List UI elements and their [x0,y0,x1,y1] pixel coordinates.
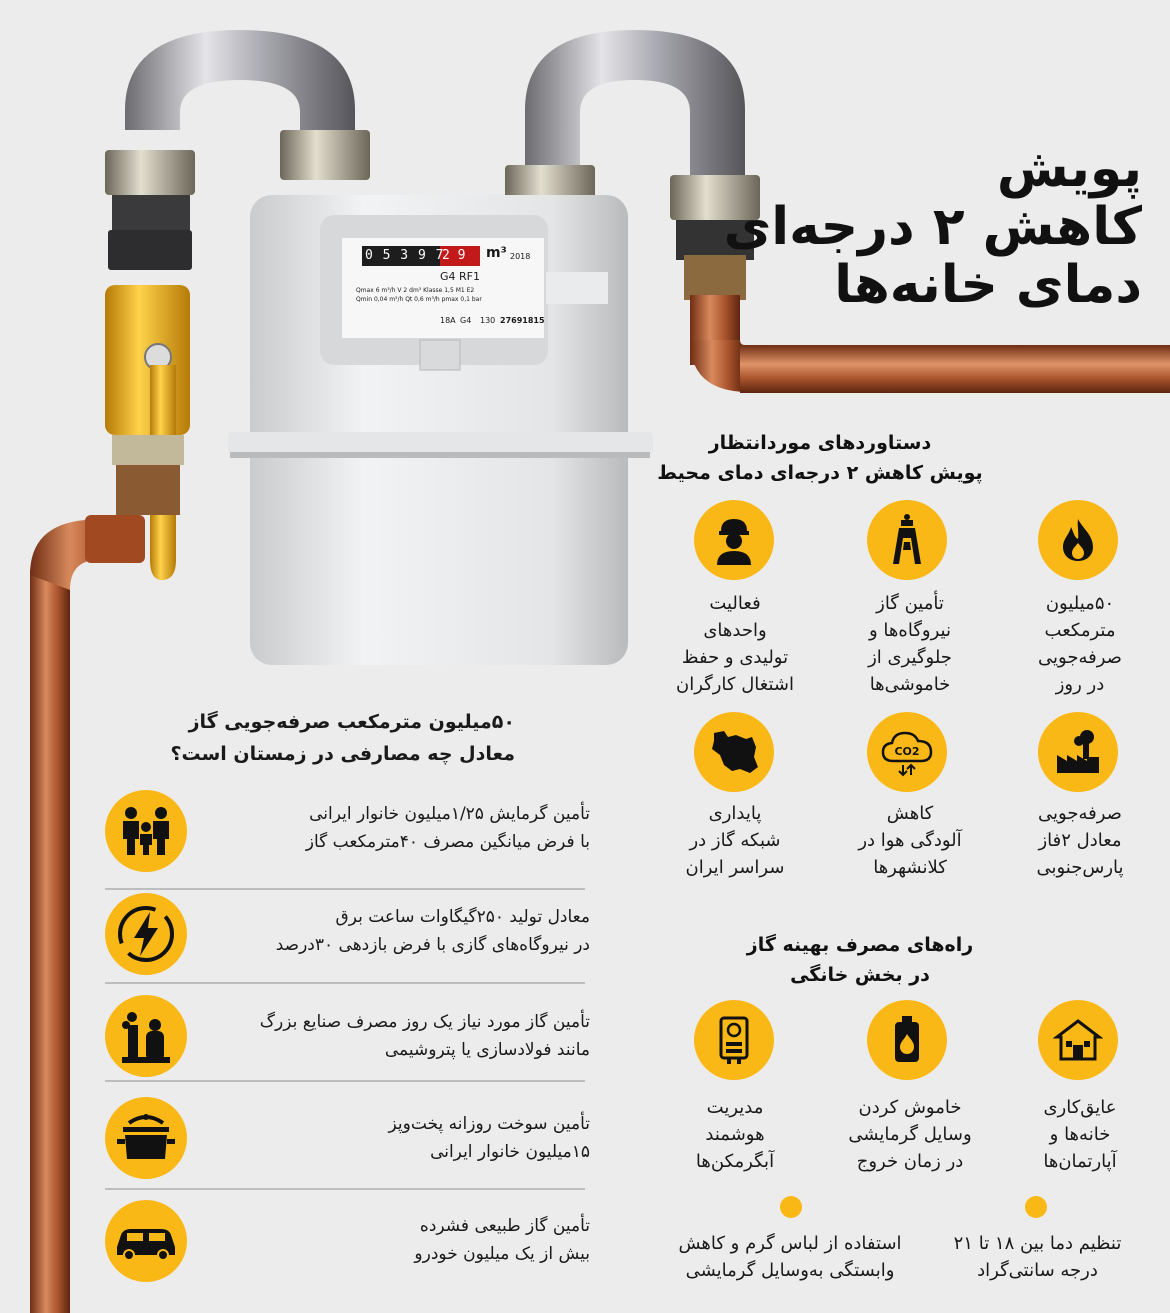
equivalent-row-5-text [200,1212,590,1268]
optimal-heading-line-1: راه‌های مصرف بهینه گاز [746,934,974,956]
achievement-5-line-2: آلودگی هوا در [858,830,962,851]
equivalent-row-3-line-2: مانند فولادسازی یا پتروشیمی [384,1040,590,1060]
gas-rig-icon [867,500,947,580]
title-line-3: دمای خانه‌ها [834,255,1142,315]
flame-icon [1038,500,1118,580]
heater-icon [867,1000,947,1080]
meter-specs-2: Qmin 0,04 m³/h Qt 0,6 m³/h pmax 0,1 bar [356,296,482,303]
equivalent-row-3-line-1: تأمین گاز مورد نیاز یک روز مصرف صنایع بزرگ [259,1012,590,1032]
equivalents-heading [95,706,515,770]
cars-icon [105,1200,187,1282]
achievement-3-caption [660,590,810,698]
equivalent-row-2-text [200,903,590,959]
achievement-2-line-1: تأمین گاز [876,593,944,614]
family-icon [105,790,187,872]
optimal-1-caption [1005,1094,1155,1175]
achievement-3-line-1: فعالیت [709,593,761,614]
equivalent-divider-3 [105,1080,585,1082]
meter-reading: 0 5 3 9 7 [365,248,445,263]
equivalent-row-5-line-1: تأمین گاز طبیعی فشرده [419,1216,590,1236]
equivalent-row-1-text [200,800,590,856]
achievement-5-caption [835,800,985,881]
meter-bottom-right: 130 [480,316,496,325]
optimal-heading-line-2: در بخش خانگی [790,964,930,986]
optimal-2-line-3: در زمان خروج [856,1151,964,1172]
achievement-5-line-1: کاهش [886,803,934,824]
bullet-dot-2 [780,1196,802,1218]
achievement-2-line-4: خاموشی‌ها [869,674,951,695]
optimal-1-line-2: خانه‌ها و [1049,1124,1111,1145]
iran-map-icon [694,712,774,792]
industry-icon [105,995,187,1077]
achievement-1-caption [1005,590,1155,698]
meter-model: G4 RF1 [440,270,480,283]
achievement-4-line-1: صرفه‌جویی [1038,803,1122,824]
achievement-6-line-3: سراسر ایران [685,857,785,878]
co2-cloud-icon [867,712,947,792]
equivalent-row-1-line-1: تأمین گرمایش ۱/۲۵میلیون خانوار ایرانی [309,804,590,824]
optimal-bullet-2-line-1: استفاده از لباس گرم و کاهش [678,1233,902,1254]
achievement-2-line-2: نیروگاه‌ها و [869,620,951,641]
insulated-house-icon [1038,1000,1118,1080]
optimal-3-caption [660,1094,810,1175]
achievement-5-line-3: کلانشهرها [873,857,947,878]
optimal-heading [700,930,1020,990]
optimal-1-line-3: آپارتمان‌ها [1043,1151,1117,1172]
lightning-icon [105,893,187,975]
equivalent-divider-4 [105,1188,585,1190]
equivalent-row-2-line-2: در نیروگاه‌های گازی با فرض بازدهی ۳۰درصد [275,935,590,955]
equivalents-heading-line-1: ۵۰میلیون مترمکعب صرفه‌جویی گاز [188,711,515,733]
achievements-heading-line-1: دستاوردهای موردانتظار [708,432,932,454]
achievement-6-line-1: پایداری [708,803,762,824]
optimal-bullet-1 [940,1230,1135,1284]
meter-bottom-left: 18A [440,316,456,325]
bullet-dot-1 [1025,1196,1047,1218]
meter-serial: 27691815 [500,316,545,325]
achievement-2-line-3: جلوگیری از [868,647,952,668]
achievement-1-line-4: در روز [1055,674,1105,695]
worker-icon [694,500,774,580]
equivalent-row-4-text [200,1110,590,1166]
equivalent-row-3-text [200,1008,590,1064]
achievement-1-line-2: مترمکعب [1044,620,1116,641]
meter-unit: m³ [486,245,507,261]
svg-text:CO2: CO2 [894,745,920,758]
achievement-6-caption [660,800,810,881]
meter-year: 2018 [510,252,531,261]
optimal-3-line-3: آبگرمکن‌ها [695,1151,775,1172]
meter-reading-red: 2 9 [442,248,466,263]
optimal-3-line-2: هوشمند [705,1124,765,1145]
achievement-3-line-4: اشتغال کارگران [676,674,794,695]
equivalent-row-5-line-2: بیش از یک میلیون خودرو [414,1244,590,1264]
achievement-4-caption [1005,800,1155,881]
equivalent-row-4-line-2: ۱۵میلیون خانوار ایرانی [430,1142,590,1162]
optimal-bullet-2-line-2: وابستگی به‌وسایل گرمایشی [685,1260,895,1281]
optimal-2-caption [835,1094,985,1175]
achievement-6-line-2: شبکه گاز در [689,830,781,851]
achievement-2-caption [835,590,985,698]
optimal-2-line-2: وسایل گرمایشی [848,1124,972,1145]
equivalent-divider-2 [105,982,585,984]
optimal-bullet-1-line-1: تنظیم دما بین ۱۸ تا ۲۱ [953,1233,1122,1254]
cooking-pot-icon [105,1097,187,1179]
title-line-2: کاهش ۲ درجه‌ای [723,197,1142,257]
achievement-1-line-3: صرفه‌جویی [1038,647,1122,668]
optimal-1-line-1: عایق‌کاری [1043,1097,1117,1118]
achievements-heading [610,428,1030,488]
page-title [722,140,1142,314]
achievement-1-line-1: ۵۰میلیون [1045,593,1115,614]
equivalent-divider-1 [105,888,585,890]
factory-icon [1038,712,1118,792]
achievement-4-line-2: معادل ۲فاز [1038,830,1122,851]
equivalent-row-4-line-1: تأمین سوخت روزانه پخت‌وپز [388,1114,590,1134]
achievement-3-line-2: واحدهای [703,620,767,641]
optimal-2-line-1: خاموش کردن [858,1097,962,1118]
meter-specs-1: Qmax 6 m³/h V 2 dm³ Klasse 1,5 M1 E2 [356,287,475,294]
equivalent-row-1-line-2: با فرض میانگین مصرف ۴۰مترمکعب گاز [305,832,590,852]
equivalents-heading-line-2: معادل چه مصارفی در زمستان است؟ [170,743,515,765]
water-heater-icon [694,1000,774,1080]
optimal-bullet-2 [665,1230,915,1284]
achievements-heading-line-2: پویش کاهش ۲ درجه‌ای دمای محیط [657,462,983,484]
optimal-3-line-1: مدیریت [706,1097,764,1118]
meter-bottom-mid: G4 [460,316,472,325]
optimal-bullet-1-line-2: درجه سانتی‌گراد [977,1260,1098,1281]
title-line-1: پویش [996,139,1142,199]
equivalent-row-2-line-1: معادل تولید ۲۵۰گیگاوات ساعت برق [335,907,590,927]
achievement-4-line-3: پارس‌جنوبی [1036,857,1124,878]
achievement-3-line-3: تولیدی و حفظ [681,647,789,668]
